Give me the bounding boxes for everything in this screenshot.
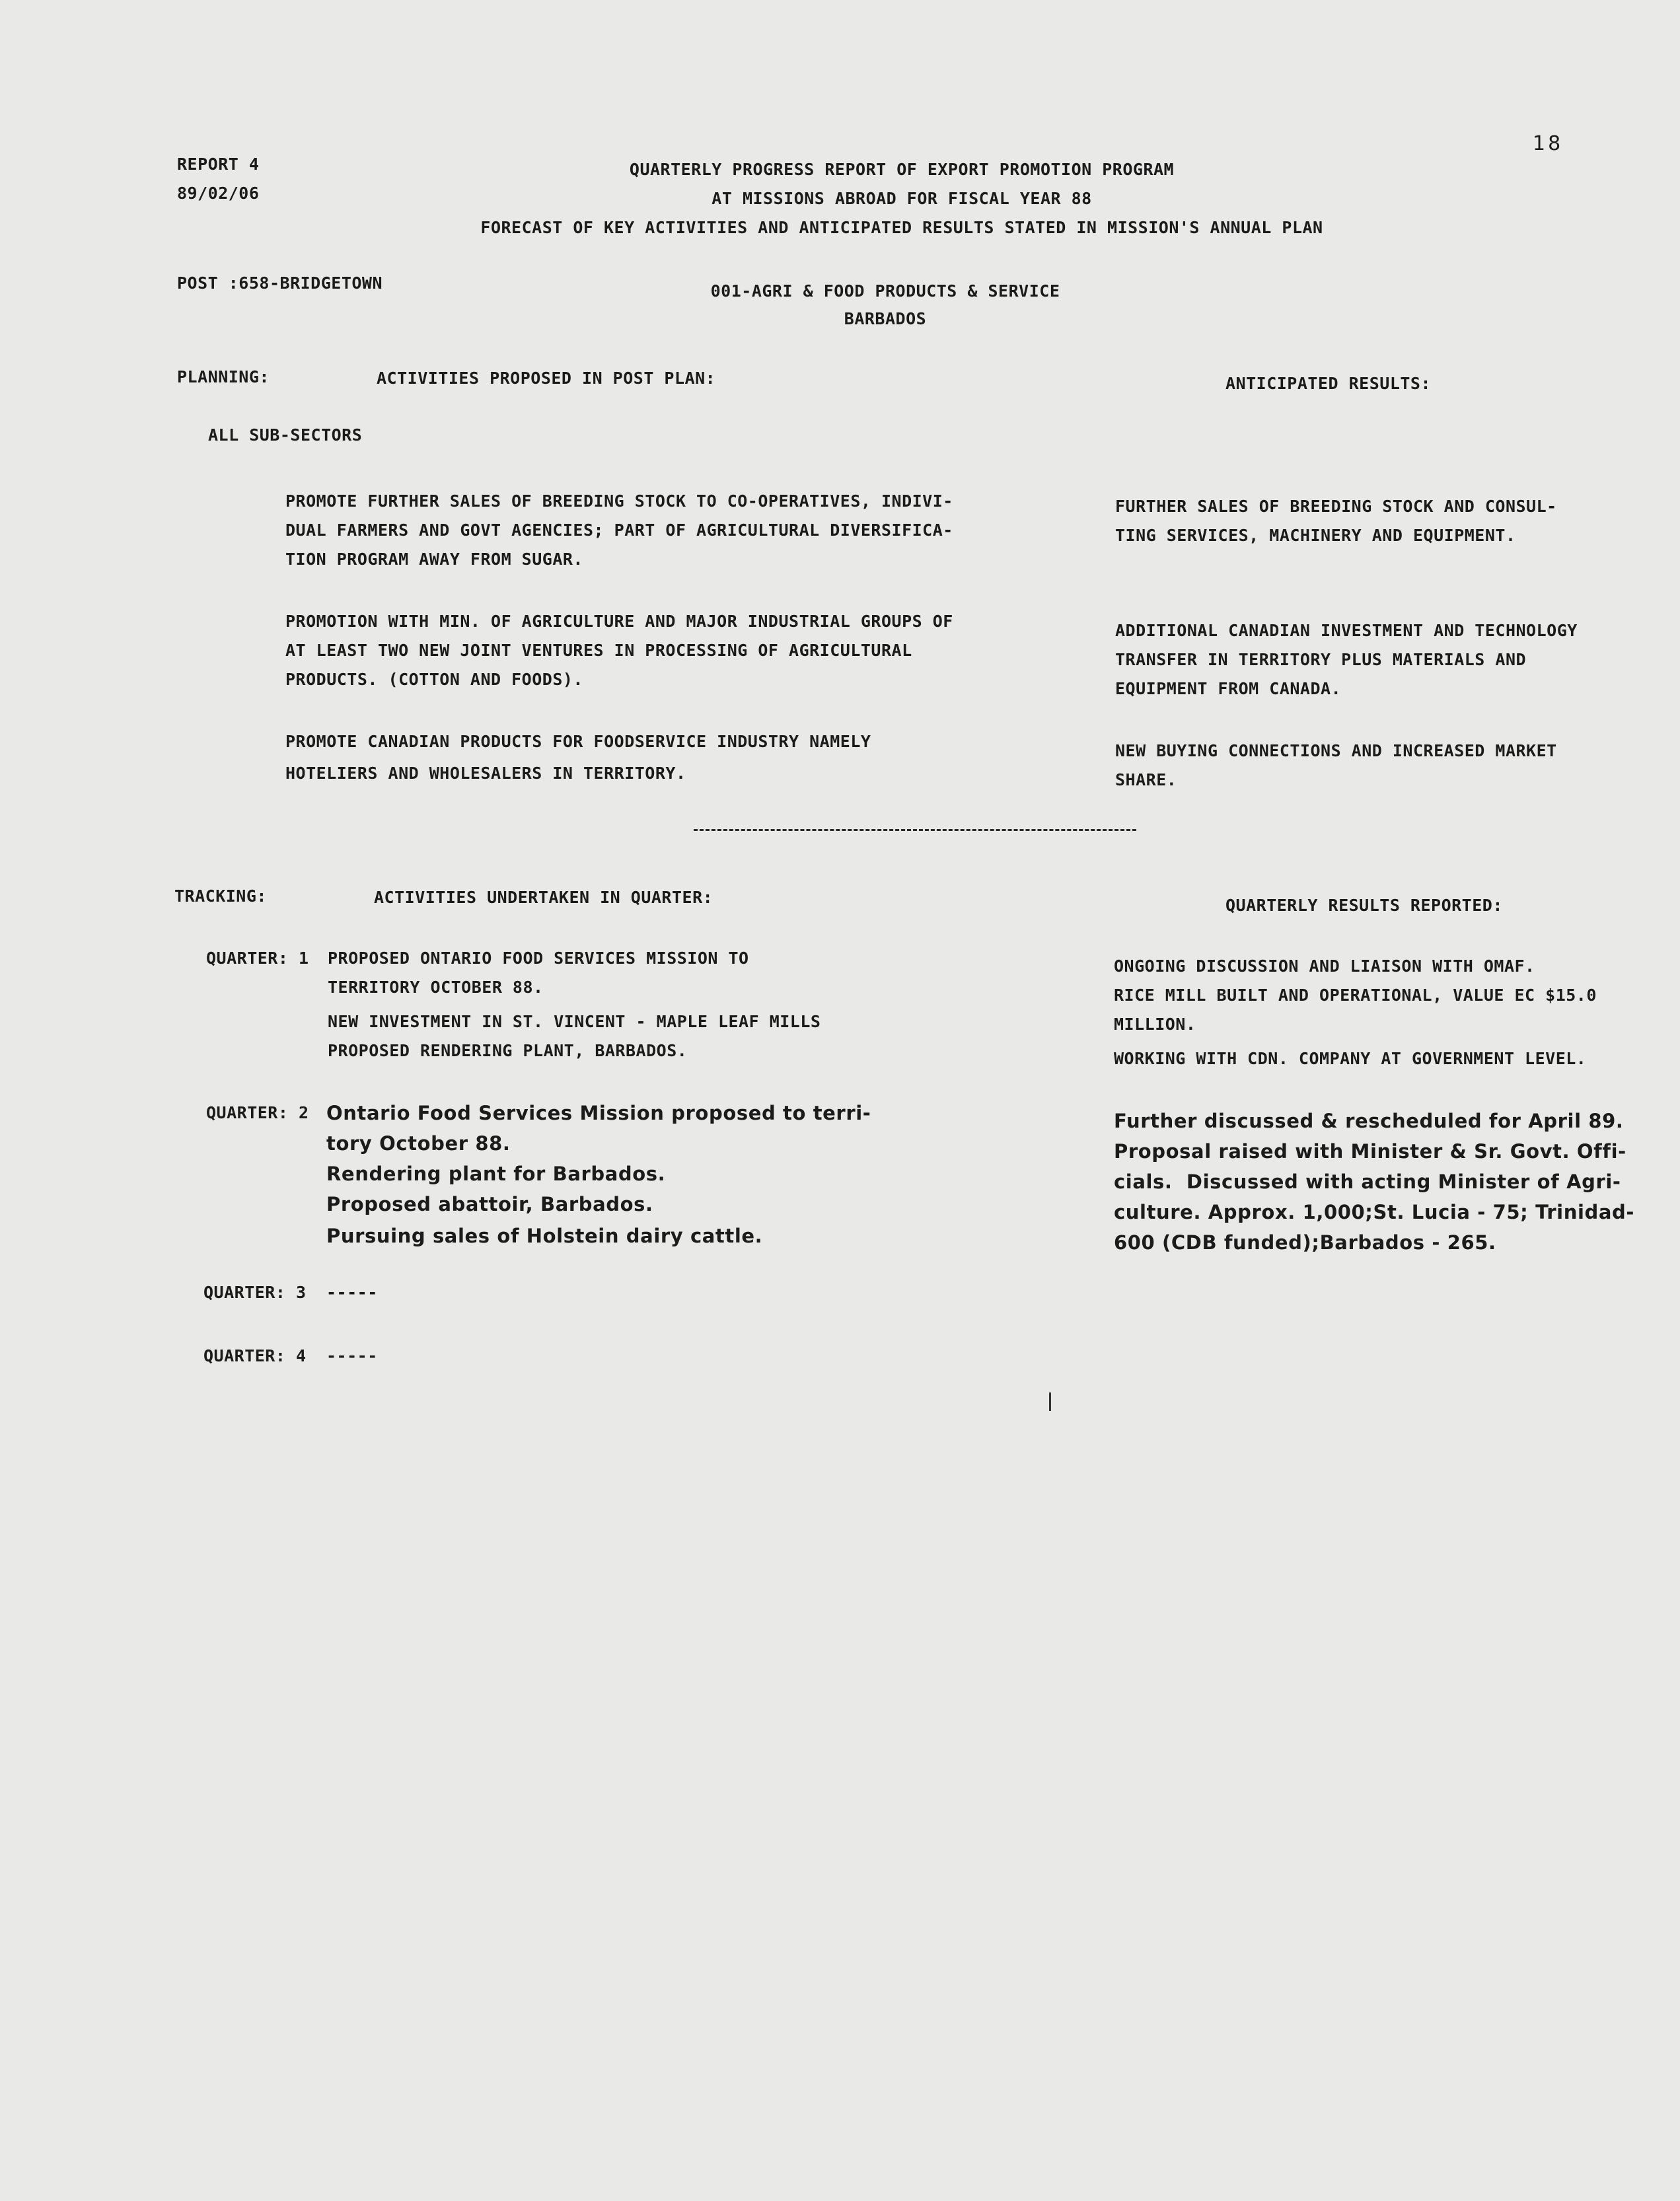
result-line: ADDITIONAL CANADIAN INVESTMENT AND TECHNOLOGY xyxy=(1115,621,1578,640)
result-line: ONGOING DISCUSSION AND LIAISON WITH OMAF. xyxy=(1114,956,1535,976)
report-title-line3: FORECAST OF KEY ACTIVITIES AND ANTICIPATED RESULTS STATED IN MISSION'S ANNUAL PLAN xyxy=(480,218,1323,237)
activity-line: NEW INVESTMENT IN ST. VINCENT - MAPLE LEAF MILLS xyxy=(328,1012,821,1031)
result-line: cials. Discussed with acting Minister of Agri- xyxy=(1114,1171,1621,1193)
quarter-2-label: QUARTER: 2 xyxy=(206,1103,309,1122)
country-name: BARBADOS xyxy=(844,309,927,328)
sector-title: 001-AGRI & FOOD PRODUCTS & SERVICE xyxy=(710,281,1060,301)
activity-line: Rendering plant for Barbados. xyxy=(326,1163,666,1185)
result-line: culture. Approx. 1,000;St. Lucia - 75; Trinidad- xyxy=(1114,1201,1635,1223)
page-number: 18 xyxy=(1533,132,1564,155)
planning-activities-heading: ACTIVITIES PROPOSED IN POST PLAN: xyxy=(377,369,716,388)
activity-line: Proposed abattoir, Barbados. xyxy=(326,1193,653,1215)
activity-line: PROPOSED ONTARIO FOOD SERVICES MISSION TO xyxy=(328,949,749,968)
result-line: MILLION. xyxy=(1114,1015,1196,1034)
tracking-label: TRACKING: xyxy=(174,886,267,906)
report-date: 89/02/06 xyxy=(177,184,260,203)
quarter-1-label: QUARTER: 1 xyxy=(206,949,309,968)
quarter-4-value: ----- xyxy=(326,1346,378,1365)
activity-line: Ontario Food Services Mission proposed to terri- xyxy=(326,1102,871,1124)
section-divider xyxy=(694,829,1136,831)
result-line: Proposal raised with Minister & Sr. Govt. Offi- xyxy=(1114,1140,1626,1163)
activity-line: TION PROGRAM AWAY FROM SUGAR. xyxy=(285,550,583,569)
report-number: REPORT 4 xyxy=(177,155,260,174)
quarter-3-value: ----- xyxy=(326,1283,378,1302)
post-identifier: POST :658-BRIDGETOWN xyxy=(177,273,383,293)
activity-line: tory October 88. xyxy=(326,1132,511,1155)
result-line: WORKING WITH CDN. COMPANY AT GOVERNMENT LEVEL. xyxy=(1114,1049,1587,1068)
activity-line: DUAL FARMERS AND GOVT AGENCIES; PART OF AGRICULTURAL DIVERSIFICA- xyxy=(285,521,953,540)
result-line: EQUIPMENT FROM CANADA. xyxy=(1115,679,1342,698)
activity-line: TERRITORY OCTOBER 88. xyxy=(328,978,544,997)
result-line: SHARE. xyxy=(1115,770,1177,789)
activity-line: PRODUCTS. (COTTON AND FOODS). xyxy=(285,670,583,689)
activity-line: HOTELIERS AND WHOLESALERS IN TERRITORY. xyxy=(285,764,686,783)
result-line: NEW BUYING CONNECTIONS AND INCREASED MARKET xyxy=(1115,741,1557,760)
result-line: 600 (CDB funded);Barbados - 265. xyxy=(1114,1231,1496,1254)
report-title-line2: AT MISSIONS ABROAD FOR FISCAL YEAR 88 xyxy=(712,189,1092,208)
activity-line: PROPOSED RENDERING PLANT, BARBADOS. xyxy=(328,1041,688,1060)
result-line: Further discussed & rescheduled for April 89. xyxy=(1114,1110,1624,1132)
report-title-line1: QUARTERLY PROGRESS REPORT OF EXPORT PROMOTION PROGRAM xyxy=(629,160,1175,179)
result-line: FURTHER SALES OF BREEDING STOCK AND CONSUL- xyxy=(1115,497,1557,516)
activity-line: PROMOTE CANADIAN PRODUCTS FOR FOODSERVICE INDUSTRY NAMELY xyxy=(285,732,871,751)
result-line: TING SERVICES, MACHINERY AND EQUIPMENT. xyxy=(1115,526,1516,545)
activity-line: PROMOTION WITH MIN. OF AGRICULTURE AND MAJOR INDUSTRIAL GROUPS OF xyxy=(285,612,953,631)
activity-line: Pursuing sales of Holstein dairy cattle. xyxy=(326,1225,763,1247)
quarter-4-label: QUARTER: 4 xyxy=(203,1346,307,1365)
activity-line: PROMOTE FURTHER SALES OF BREEDING STOCK TO CO-OPERATIVES, INDIVI- xyxy=(285,491,953,511)
pen-mark xyxy=(1049,1392,1051,1411)
result-line: RICE MILL BUILT AND OPERATIONAL, VALUE EC $15.0 xyxy=(1114,986,1597,1005)
activity-line: AT LEAST TWO NEW JOINT VENTURES IN PROCESSING OF AGRICULTURAL xyxy=(285,641,912,660)
result-line: TRANSFER IN TERRITORY PLUS MATERIALS AND xyxy=(1115,650,1527,669)
anticipated-results-heading: ANTICIPATED RESULTS: xyxy=(1225,374,1432,393)
quarterly-results-heading: QUARTERLY RESULTS REPORTED: xyxy=(1225,896,1503,915)
planning-label: PLANNING: xyxy=(177,367,270,386)
tracking-activities-heading: ACTIVITIES UNDERTAKEN IN QUARTER: xyxy=(374,888,713,907)
subsector-heading: ALL SUB-SECTORS xyxy=(208,425,363,445)
quarter-3-label: QUARTER: 3 xyxy=(203,1283,307,1302)
